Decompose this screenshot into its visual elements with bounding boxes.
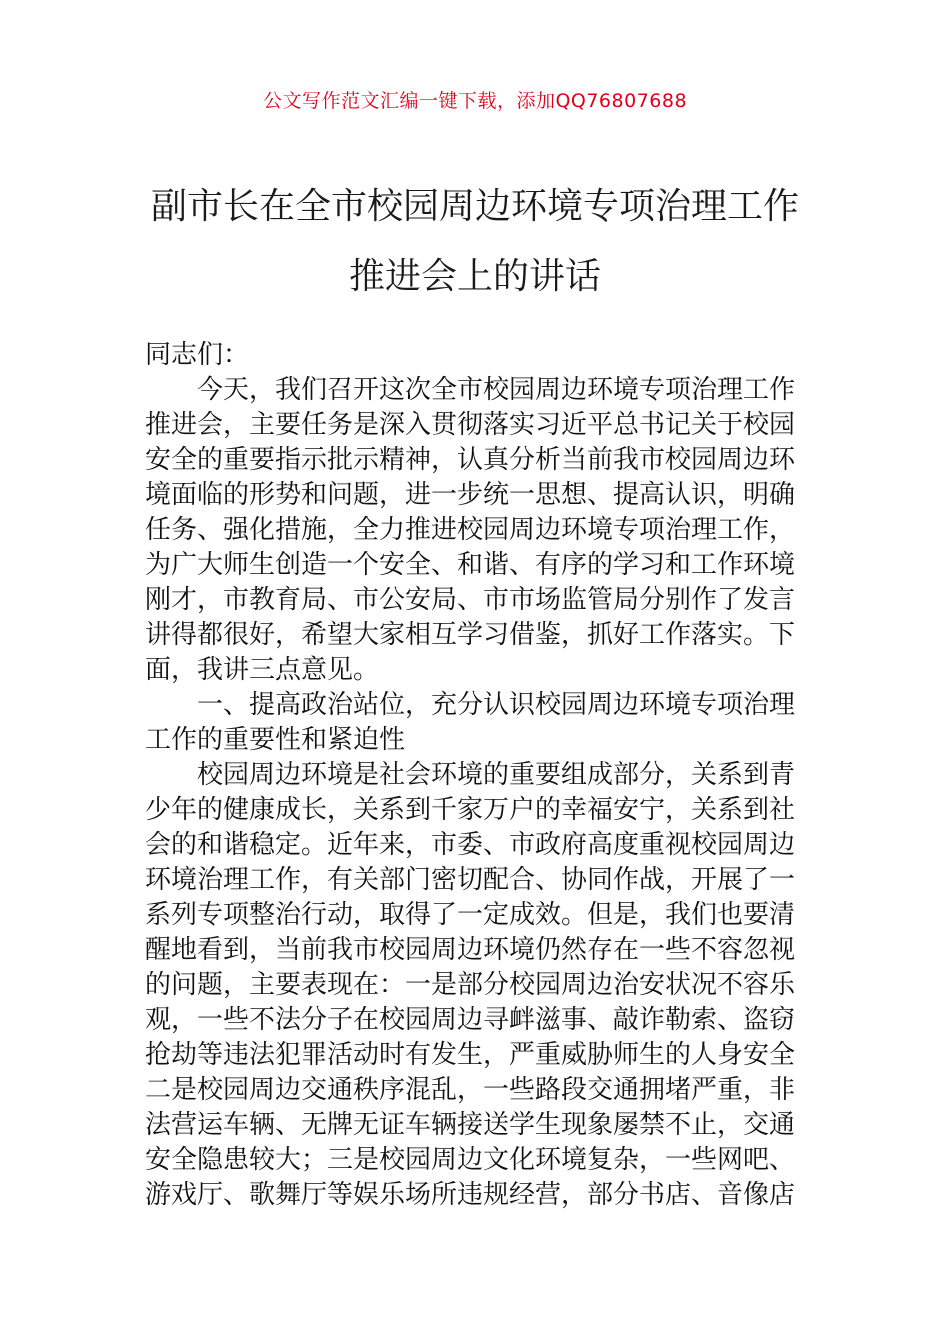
- title-line-2: 推进会上的讲话: [348, 256, 601, 297]
- document-title: [0, 172, 950, 312]
- paragraph-line: 会的和谐稳定。近年来，市委、市政府高度重视校园周边: [145, 830, 796, 860]
- paragraph-line: 境面临的形势和问题，进一步统一思想、提高认识，明确: [145, 480, 796, 510]
- paragraph-line: 讲得都很好，希望大家相互学习借鉴，抓好工作落实。下: [145, 620, 796, 650]
- paragraph-line: 抢劫等违法犯罪活动时有发生，严重威胁师生的人身安全: [145, 1040, 796, 1070]
- paragraph-line: 安全隐患较大；三是校园周边文化环境复杂，一些网吧、: [145, 1145, 796, 1175]
- paragraph-line: 法营运车辆、无牌无证车辆接送学生现象屡禁不止，交通: [145, 1110, 796, 1140]
- paragraph-line: 环境治理工作，有关部门密切配合、协同作战，开展了一: [145, 865, 796, 895]
- paragraph-line: 少年的健康成长，关系到千家万户的幸福安宁，关系到社: [145, 795, 796, 825]
- paragraph-line: 刚才，市教育局、市公安局、市市场监管局分别作了发言: [145, 585, 796, 615]
- paragraph-line: 二是校园周边交通秩序混乱，一些路段交通拥堵严重，非: [145, 1075, 796, 1105]
- paragraph-line: 面，我讲三点意见。: [145, 655, 380, 685]
- paragraph-line: 任务、强化措施，全力推进校园周边环境专项治理工作，: [145, 515, 796, 545]
- title-line-1: 副市长在全市校园周边环境专项治理工作: [150, 186, 799, 227]
- paragraph-line: 推进会，主要任务是深入贯彻落实习近平总书记关于校园: [145, 410, 796, 440]
- paragraph-line: 醒地看到，当前我市校园周边环境仍然存在一些不容忽视: [145, 935, 796, 965]
- section-heading-line: 一、提高政治站位，充分认识校园周边环境专项治理: [197, 690, 796, 720]
- paragraph-line: 游戏厅、歌舞厅等娱乐场所违规经营，部分书店、音像店: [145, 1180, 796, 1210]
- paragraph-line: 今天，我们召开这次全市校园周边环境专项治理工作: [197, 375, 796, 405]
- paragraph-line: 校园周边环境是社会环境的重要组成部分，关系到青: [197, 760, 796, 790]
- paragraph-line: 的问题，主要表现在：一是部分校园周边治安状况不容乐: [145, 970, 796, 1000]
- speech-body: [145, 338, 805, 1213]
- paragraph-line: 观，一些不法分子在校园周边寻衅滋事、敲诈勒索、盗窃: [145, 1005, 796, 1035]
- paragraph-line: 为广大师生创造一个安全、和谐、有序的学习和工作环境: [145, 550, 796, 580]
- section-heading-line: 工作的重要性和紧迫性: [145, 725, 406, 755]
- salutation: 同志们：: [145, 340, 250, 370]
- paragraph-line: 安全的重要指示批示精神，认真分析当前我市校园周边环: [145, 445, 796, 475]
- download-notice: 公文写作范文汇编一键下载，添加QQ76807688: [262, 90, 688, 112]
- paragraph-line: 系列专项整治行动，取得了一定成效。但是，我们也要清: [145, 900, 796, 930]
